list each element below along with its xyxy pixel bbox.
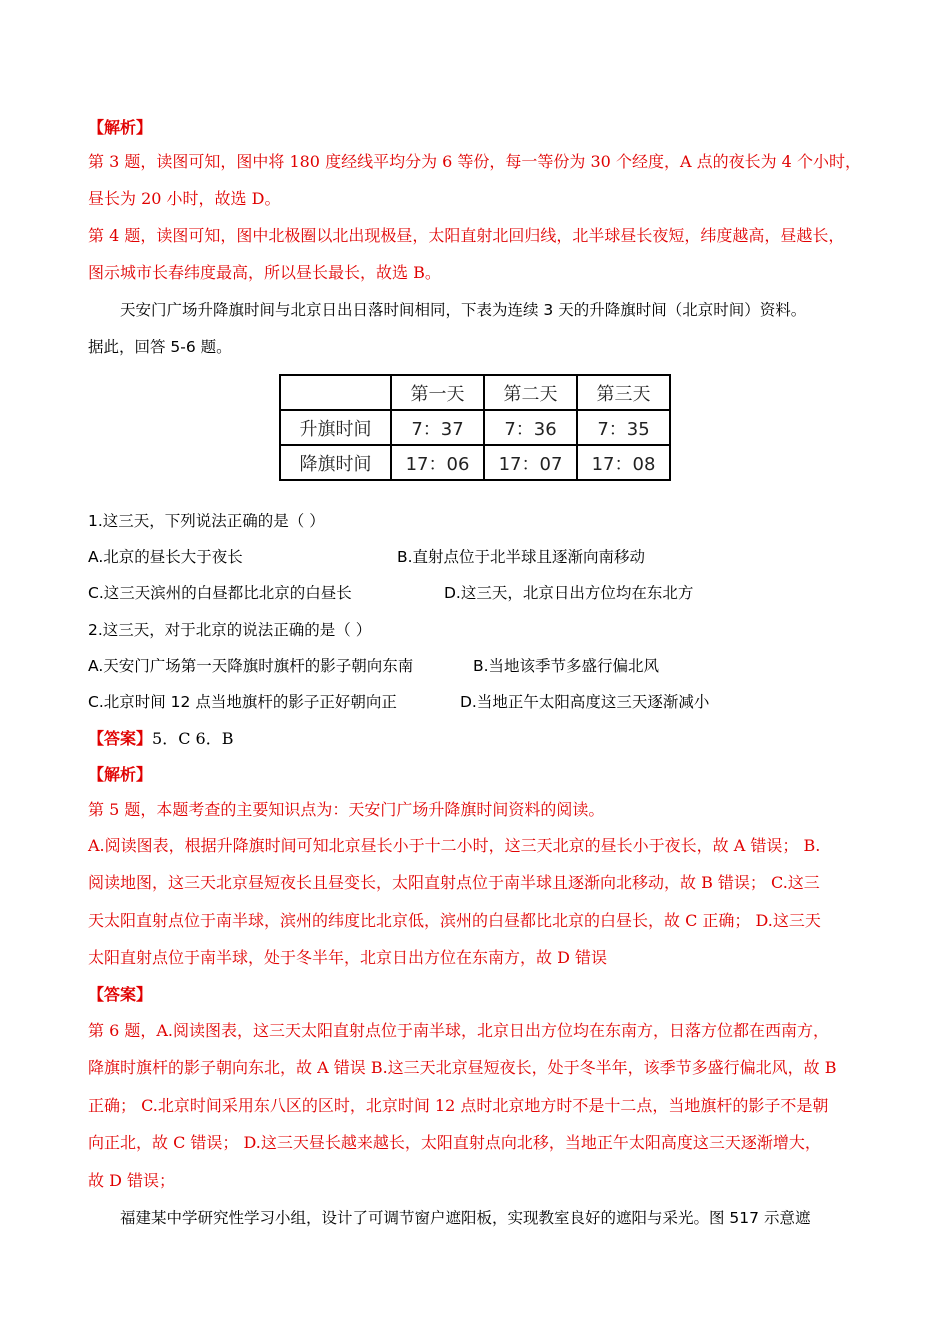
analysis-heading-1: 【解析】 bbox=[88, 118, 153, 137]
q6-analysis-line-4: 向正北，故 C 错误； D.这三天昼长越来越长，太阳直射点向北移，当地正午太阳高度这三天逐渐增大， bbox=[88, 1133, 821, 1152]
q6-analysis-line-3: 正确； C.北京时间采用东八区的区时，北京时间 12 点时北京地方时不是十二点，当地旗杆的影子不是朝 bbox=[88, 1096, 829, 1115]
table-header-day3: 第三天 bbox=[577, 375, 670, 410]
answer-label: 【答案】 bbox=[88, 729, 153, 748]
table-cell: 7：35 bbox=[577, 410, 670, 445]
intro-line-2: 据此，回答 5-6 题。 bbox=[88, 338, 232, 356]
q5-analysis-line-3: 阅读地图，这三天北京昼短夜长且昼变长，太阳直射点位于南半球且逐渐向北移动，故 B 错误； C.这三 bbox=[88, 873, 820, 892]
q4-analysis-line-2: 图示城市长春纬度最高，所以昼长最长，故选 B。 bbox=[88, 263, 441, 282]
q2-option-b: B.当地该季节多盛行偏北风 bbox=[473, 657, 660, 675]
table-cell: 17：07 bbox=[484, 445, 577, 480]
table-corner-cell bbox=[280, 375, 391, 410]
q5-analysis-line-2: A.阅读图表，根据升降旗时间可知北京昼长小于十二小时，这三天北京的昼长小于夜长，故 A 错误； B. bbox=[88, 836, 821, 855]
q3-analysis-line-2: 昼长为 20 小时，故选 D。 bbox=[88, 189, 281, 208]
intro-line-1: 天安门广场升降旗时间与北京日出日落时间相同，下表为连续 3 天的升降旗时间（北京时间）资料。 bbox=[120, 301, 807, 319]
q5-analysis-line-4: 天太阳直射点位于南半球，滨州的纬度比北京低，滨州的白昼都比北京的白昼长，故 C 正确； D.这三天 bbox=[88, 911, 821, 930]
answer-heading-2: 【答案】 bbox=[88, 985, 153, 1004]
q1-option-d: D.这三天，北京日出方位均在东北方 bbox=[444, 584, 694, 602]
table-row-label: 降旗时间 bbox=[280, 445, 391, 480]
q1-option-c: C.这三天滨州的白昼都比北京的白昼长 bbox=[88, 584, 352, 602]
table-header-row bbox=[280, 375, 670, 410]
q3-analysis-line-1: 第 3 题，读图可知，图中将 180 度经线平均分为 6 等份，每一等份为 30 个经度，A 点的夜长为 4 个小时， bbox=[88, 152, 861, 171]
answer-line bbox=[88, 729, 233, 749]
closing-paragraph: 福建某中学研究性学习小组，设计了可调节窗户遮阳板，实现教室良好的遮阳与采光。图 517 示意遮 bbox=[120, 1209, 811, 1227]
q6-analysis-line-2: 降旗时旗杆的影子朝向东北，故 A 错误 B.这三天北京昼短夜长，处于冬半年，该季节多盛行偏北风，故 B bbox=[88, 1058, 837, 1077]
q4-analysis-line-1: 第 4 题，读图可知，图中北极圈以北出现极昼，太阳直射北回归线，北半球昼长夜短，纬度越高，昼越长， bbox=[88, 226, 845, 245]
q2-stem: 2.这三天，对于北京的说法正确的是（ ） bbox=[88, 621, 372, 639]
q2-option-d: D.当地正午太阳高度这三天逐渐减小 bbox=[460, 693, 710, 711]
table-cell: 7：36 bbox=[484, 410, 577, 445]
q2-option-c: C.北京时间 12 点当地旗杆的影子正好朝向正 bbox=[88, 693, 397, 711]
analysis-heading-2: 【解析】 bbox=[88, 765, 153, 784]
table-cell: 17：08 bbox=[577, 445, 670, 480]
q6-analysis-line-1: 第 6 题，A.阅读图表，这三天太阳直射点位于南半球，北京日出方位均在东南方，日落方位都在西南方， bbox=[88, 1021, 829, 1040]
q1-stem: 1.这三天，下列说法正确的是（ ） bbox=[88, 512, 325, 530]
table-cell: 7：37 bbox=[391, 410, 484, 445]
q5-analysis-line-1: 第 5 题，本题考查的主要知识点为：天安门广场升降旗时间资料的阅读。 bbox=[88, 800, 605, 819]
table-cell: 17：06 bbox=[391, 445, 484, 480]
q1-option-a: A.北京的昼长大于夜长 bbox=[88, 548, 243, 566]
q6-analysis-line-5: 故 D 错误； bbox=[88, 1171, 176, 1190]
flag-time-table bbox=[279, 374, 671, 481]
table-header-day1: 第一天 bbox=[391, 375, 484, 410]
table-row bbox=[280, 410, 670, 445]
q5-analysis-line-5: 太阳直射点位于南半球，处于冬半年，北京日出方位在东南方，故 D 错误 bbox=[88, 948, 608, 967]
table-row bbox=[280, 445, 670, 480]
q2-option-a: A.天安门广场第一天降旗时旗杆的影子朝向东南 bbox=[88, 657, 414, 675]
q1-option-b: B.直射点位于北半球且逐渐向南移动 bbox=[397, 548, 646, 566]
answer-text: 5．C 6．B bbox=[152, 729, 234, 748]
table-header-day2: 第二天 bbox=[484, 375, 577, 410]
table-row-label: 升旗时间 bbox=[280, 410, 391, 445]
